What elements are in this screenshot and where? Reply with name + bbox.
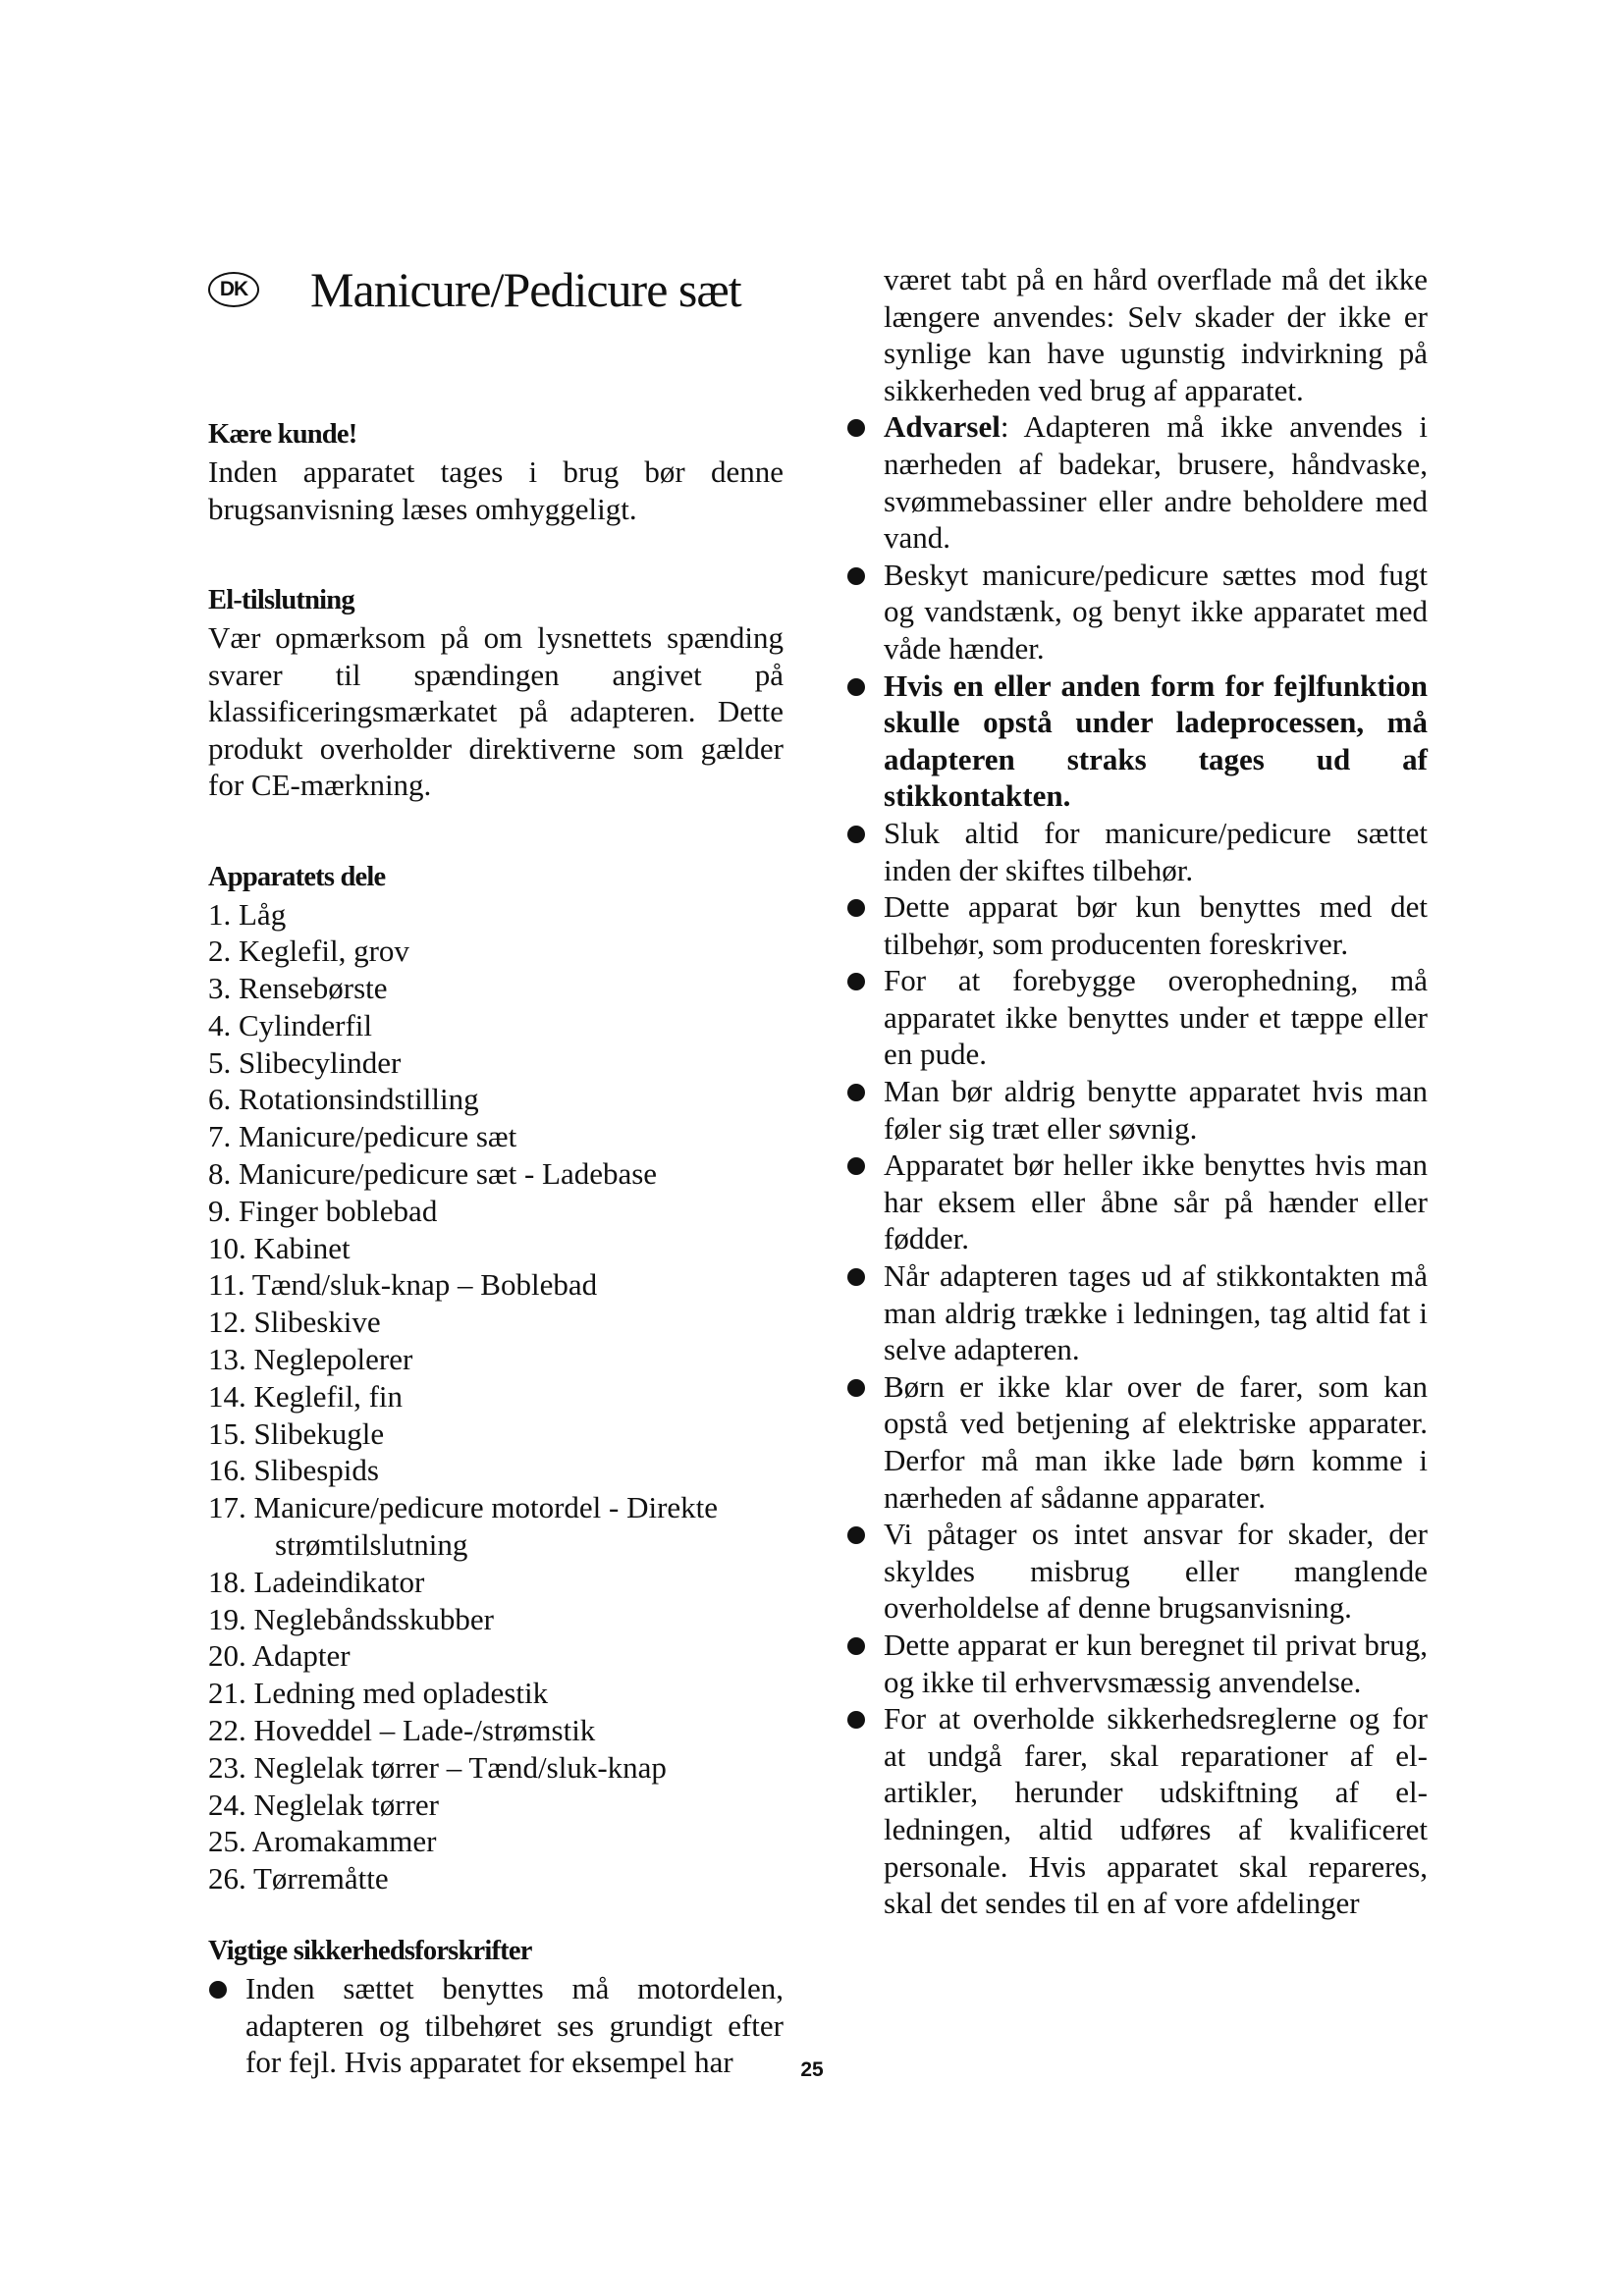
list-item: 15. Slibekugle [208,1415,385,1451]
safety-item: Børn er ikke klar over de farer, som kan opstå ved betjening af elektriske apparater. Derfor må man ikke lade børn komme i nærheden af sådanne apparater. [846,1368,1428,1516]
greeting-text: Inden apparatet tages i brug bør denne brugsanvisning læses omhyggeligt. [208,454,784,526]
list-item: 4. Cylinderfil [208,1007,373,1042]
list-item: 5. Slibecylinder [208,1044,402,1080]
title-row [208,253,784,326]
warning-label: Advarsel [884,409,1001,445]
list-item: 8. Manicure/pedicure sæt - Ladebase [208,1156,658,1192]
list-item: 10. Kabinet [208,1230,351,1265]
safety-item: For at overholde sikkerhedsreglerne og for at undgå farer, skal reparationer af el-artikler, herunder udskiftning af el-ledningen, altid udføres af kvalificeret personale. Hvis apparatet skal repareres, skal det sendes til en af vore afdelinger [846,1700,1428,1922]
list-item-17-continuation: strømtilslutning [275,1527,468,1563]
list-item: 7. Manicure/pedicure sæt [208,1119,517,1154]
list-item: 1. Låg [208,896,287,932]
safety-item-continuation: været tabt på en hård overflade må det ikke længere anvendes: Selv skader der ikke er synlige kan have ugunstig indvirkning på sikkerheden ved brug af apparatet. [884,262,1428,407]
list-item: 23. Neglelak tørrer – Tænd/sluk-knap [208,1749,667,1785]
warning-text: : Adapteren må ikke anvendes i nærheden af badekar, brusere, håndvaske, svømmebassiner eller andre beholdere med vand. [884,409,1428,556]
safety-item: Dette apparat bør kun benyttes med det tilbehør, som producenten foreskriver. [846,888,1428,962]
greeting-heading: Kære kunde! [208,419,357,450]
list-item: 24. Neglelak tørrer [208,1787,439,1822]
list-item: 6. Rotationsindstilling [208,1082,479,1117]
page-title: Manicure/Pedicure sæt [310,262,741,317]
list-item: 20. Adapter [208,1638,351,1674]
list-item: 18. Ladeindikator [208,1564,425,1599]
safety-item: Dette apparat er kun beregnet til privat brug, og ikke til erhvervsmæssig anvendelse. [846,1627,1428,1700]
list-item-17 [208,1489,784,1564]
safety-item: Sluk altid for manicure/pedicure sættet inden der skiftes tilbehør. [846,815,1428,888]
right-column [846,261,1428,1922]
safety-item-malfunction: Hvis en eller anden form for fejlfunktion skulle opstå under ladeprocessen, må adapteren straks tages ud af stikkontakten. [846,667,1428,815]
list-item: 19. Neglebåndsskubber [208,1601,494,1636]
page-number: 25 [800,2058,824,2081]
parts-heading: Apparatets dele [208,861,386,892]
list-item: 13. Neglepolerer [208,1342,413,1377]
safety-item: For at forebygge overophedning, må apparatet ikke benyttes under et tæppe eller en pude. [846,962,1428,1073]
safety-item: Man bør aldrig benytte apparatet hvis man føler sig træt eller søvnig. [846,1073,1428,1147]
list-item: 25. Aromakammer [208,1824,437,1859]
safety-item: Apparatet bør heller ikke benyttes hvis man har eksem eller åbne sår på hænder eller fødder. [846,1147,1428,1257]
list-item: 3. Rensebørste [208,971,388,1006]
list-item: 9. Finger boblebad [208,1193,438,1228]
country-code-badge: DK [208,272,259,307]
list-item: 12. Slibeskive [208,1305,381,1340]
list-item: 11. Tænd/sluk-knap – Boblebad [208,1267,598,1303]
list-item: 16. Slibespids [208,1453,379,1488]
el-tilslutning-text: Vær opmærksom på om lysnettets spænding svarer til spændingen angivet på klassificeringsmærkatet på adapteren. Dette produkt overholder direktiverne som gælder for CE-mærkning. [208,620,784,802]
list-item: 2. Keglefil, grov [208,934,409,969]
list-item: 21. Ledning med opladestik [208,1676,549,1711]
safety-item: Beskyt manicure/pedicure sættes mod fugt og vandstænk, og benyt ikke apparatet med våde hænder. [846,557,1428,667]
safety-item: Når adapteren tages ud af stikkontakten må man aldrig trække i ledningen, tag altid fat i selve adapteren. [846,1257,1428,1368]
list-item: 14. Keglefil, fin [208,1378,404,1414]
safety-item: Inden sættet benyttes må motordelen, adapteren og tilbehøret ses grundigt efter for fejl. Hvis apparatet for eksempel har [208,1970,784,2081]
safety-list-right [846,261,1428,1922]
list-item: 22. Hoveddel – Lade-/strømstik [208,1713,596,1748]
safety-heading: Vigtige sikkerhedsforskrifter [208,1936,532,1967]
list-item: 26. Tørremåtte [208,1861,389,1896]
safety-item: Vi påtager os intet ansvar for skader, der skyldes misbrug eller manglende overholdelse af denne brugsanvisning. [846,1516,1428,1627]
parts-list [208,896,784,1898]
el-tilslutning-heading: El-tilslutning [208,585,354,615]
left-column [208,253,784,2081]
list-item-17-text: 17. Manicure/pedicure motordel - Direkte [208,1490,719,1525]
safety-item-warning [846,408,1428,556]
